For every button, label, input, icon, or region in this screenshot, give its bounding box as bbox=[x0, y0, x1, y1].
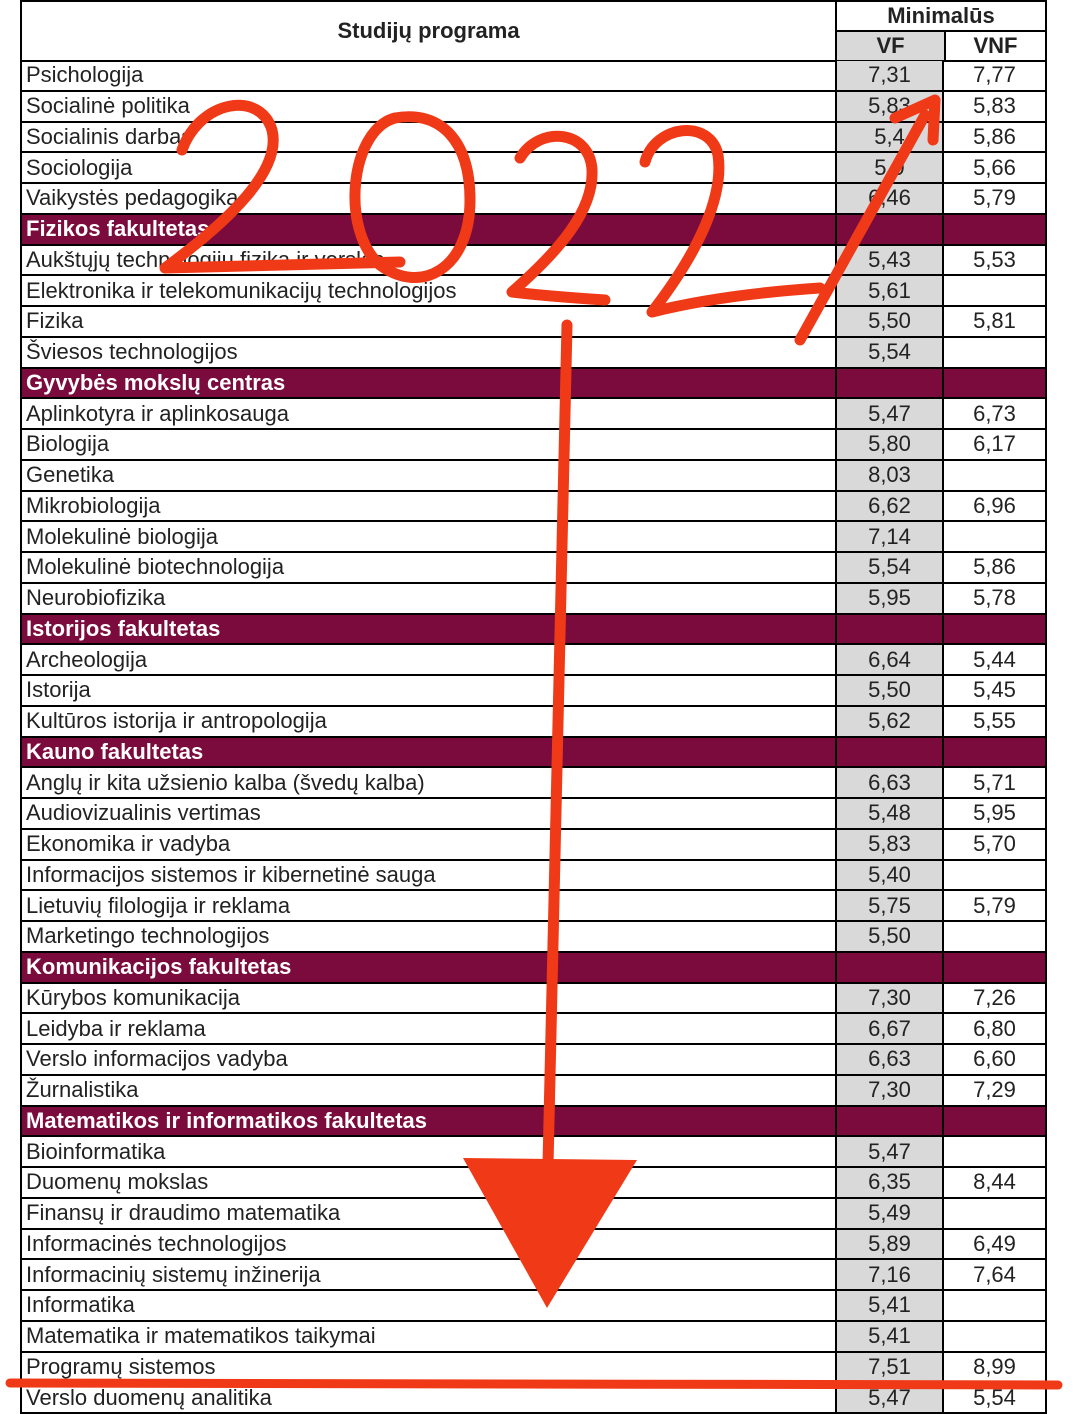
vf-score: 5,49 bbox=[835, 1199, 944, 1228]
program-name: Audiovizualinis vertimas bbox=[20, 799, 835, 828]
vf-score bbox=[835, 369, 944, 398]
vnf-score: 7,77 bbox=[944, 61, 1047, 90]
vf-score: 5,80 bbox=[835, 430, 944, 459]
program-name: Aplinkotyra ir aplinkosauga bbox=[20, 399, 835, 428]
vf-score: 7,30 bbox=[835, 1076, 944, 1105]
faculty-header-row bbox=[20, 369, 1047, 400]
program-name: Kūrybos komunikacija bbox=[20, 984, 835, 1013]
vf-score: 5,75 bbox=[835, 891, 944, 920]
vnf-score: 5,45 bbox=[944, 676, 1047, 705]
vf-score: 5,47 bbox=[835, 1383, 944, 1412]
vnf-score: 6,73 bbox=[944, 399, 1047, 428]
vnf-score: 5,44 bbox=[944, 645, 1047, 674]
vnf-score: 5,71 bbox=[944, 768, 1047, 797]
table-row bbox=[20, 399, 1047, 430]
program-name: Ekonomika ir vadyba bbox=[20, 830, 835, 859]
vnf-score bbox=[944, 461, 1047, 490]
vnf-score: 8,44 bbox=[944, 1168, 1047, 1197]
program-name: Lietuvių filologija ir reklama bbox=[20, 891, 835, 920]
table-row bbox=[20, 645, 1047, 676]
program-name: Fizika bbox=[20, 307, 835, 336]
vnf-score: 5,81 bbox=[944, 307, 1047, 336]
program-name: Žurnalistika bbox=[20, 1076, 835, 1105]
program-name: Biologija bbox=[20, 430, 835, 459]
table-row bbox=[20, 676, 1047, 707]
vnf-score: 5,95 bbox=[944, 799, 1047, 828]
table-row bbox=[20, 1076, 1047, 1107]
vf-score: 5,47 bbox=[835, 399, 944, 428]
faculty-header-row bbox=[20, 615, 1047, 646]
vf-score bbox=[835, 615, 944, 644]
vf-score: 7,14 bbox=[835, 522, 944, 551]
program-name: Šviesos technologijos bbox=[20, 338, 835, 367]
program-name: Istorija bbox=[20, 676, 835, 705]
faculty-header-row bbox=[20, 953, 1047, 984]
program-name: Bioinformatika bbox=[20, 1137, 835, 1166]
vf-score: 7,16 bbox=[835, 1260, 944, 1289]
table-row bbox=[20, 276, 1047, 307]
vnf-column-header: VNF bbox=[944, 30, 1047, 62]
table-row bbox=[20, 1199, 1047, 1230]
program-name: Informacinės technologijos bbox=[20, 1230, 835, 1259]
table-row bbox=[20, 1045, 1047, 1076]
program-name: Kultūros istorija ir antropologija bbox=[20, 707, 835, 736]
program-name: Duomenų mokslas bbox=[20, 1168, 835, 1197]
vnf-score: 5,55 bbox=[944, 707, 1047, 736]
vf-score: 5,43 bbox=[835, 246, 944, 275]
vnf-score: 5,53 bbox=[944, 246, 1047, 275]
table-row bbox=[20, 1168, 1047, 1199]
table-row bbox=[20, 707, 1047, 738]
table-row bbox=[20, 307, 1047, 338]
vnf-score: 7,26 bbox=[944, 984, 1047, 1013]
vf-score: 5,61 bbox=[835, 276, 944, 305]
vnf-score bbox=[944, 1199, 1047, 1228]
vnf-score: 6,17 bbox=[944, 430, 1047, 459]
table-row bbox=[20, 338, 1047, 369]
vnf-score: 5,86 bbox=[944, 553, 1047, 582]
vf-score: 6,62 bbox=[835, 492, 944, 521]
vnf-score: 6,49 bbox=[944, 1230, 1047, 1259]
vf-score: 7,51 bbox=[835, 1353, 944, 1382]
vnf-score: 5,79 bbox=[944, 184, 1047, 213]
program-name: Psichologija bbox=[20, 61, 835, 90]
vf-score: 5,89 bbox=[835, 1230, 944, 1259]
vnf-score bbox=[944, 861, 1047, 890]
vf-score: 5,83 bbox=[835, 92, 944, 121]
table-row bbox=[20, 861, 1047, 892]
vf-score: 6,64 bbox=[835, 645, 944, 674]
faculty-header-row bbox=[20, 1107, 1047, 1138]
program-name: Mikrobiologija bbox=[20, 492, 835, 521]
faculty-name: Matematikos ir informatikos fakultetas bbox=[20, 1107, 835, 1136]
table-row bbox=[20, 430, 1047, 461]
vf-score: 5,41 bbox=[835, 1322, 944, 1351]
table-row bbox=[20, 768, 1047, 799]
vf-score: 6,46 bbox=[835, 184, 944, 213]
table-row bbox=[20, 246, 1047, 277]
program-name: Genetika bbox=[20, 461, 835, 490]
vf-score: 5,54 bbox=[835, 338, 944, 367]
program-name: Molekulinė biologija bbox=[20, 522, 835, 551]
vf-score: 5,54 bbox=[835, 553, 944, 582]
table-row bbox=[20, 984, 1047, 1015]
table-row bbox=[20, 922, 1047, 953]
table-row bbox=[20, 1322, 1047, 1353]
vnf-score bbox=[944, 215, 1047, 244]
table-body bbox=[20, 61, 1047, 1414]
program-name: Socialinė politika bbox=[20, 92, 835, 121]
faculty-name: Istorijos fakultetas bbox=[20, 615, 835, 644]
table-row bbox=[20, 1260, 1047, 1291]
vnf-score: 6,60 bbox=[944, 1045, 1047, 1074]
faculty-name: Kauno fakultetas bbox=[20, 738, 835, 767]
vf-score bbox=[835, 953, 944, 982]
faculty-name: Fizikos fakultetas bbox=[20, 215, 835, 244]
faculty-header-row bbox=[20, 215, 1047, 246]
table-row bbox=[20, 1014, 1047, 1045]
table-row bbox=[20, 153, 1047, 184]
program-name: Neurobiofizika bbox=[20, 584, 835, 613]
vf-score: 5,83 bbox=[835, 830, 944, 859]
table-row bbox=[20, 1291, 1047, 1322]
table-row bbox=[20, 92, 1047, 123]
vf-score: 5,50 bbox=[835, 676, 944, 705]
vf-score: 5,41 bbox=[835, 1291, 944, 1320]
table-row bbox=[20, 553, 1047, 584]
program-name: Matematika ir matematikos taikymai bbox=[20, 1322, 835, 1351]
vf-score: 5,48 bbox=[835, 799, 944, 828]
vnf-score: 6,80 bbox=[944, 1014, 1047, 1043]
vnf-score bbox=[944, 738, 1047, 767]
table-row bbox=[20, 522, 1047, 553]
vnf-score: 5,54 bbox=[944, 1383, 1047, 1412]
program-name: Verslo informacijos vadyba bbox=[20, 1045, 835, 1074]
vnf-score bbox=[944, 1322, 1047, 1351]
table-row bbox=[20, 1137, 1047, 1168]
vf-score: 7,30 bbox=[835, 984, 944, 1013]
vf-score: 6,63 bbox=[835, 1045, 944, 1074]
vf-score: 5,50 bbox=[835, 307, 944, 336]
table-row bbox=[20, 61, 1047, 92]
vf-score: 5,95 bbox=[835, 584, 944, 613]
vnf-score: 7,64 bbox=[944, 1260, 1047, 1289]
vnf-score: 7,29 bbox=[944, 1076, 1047, 1105]
vf-score: 5,47 bbox=[835, 1137, 944, 1166]
vf-score: 6,67 bbox=[835, 1014, 944, 1043]
table-row bbox=[20, 891, 1047, 922]
table-row bbox=[20, 584, 1047, 615]
vf-score: 5,40 bbox=[835, 861, 944, 890]
table-row bbox=[20, 461, 1047, 492]
table-row bbox=[20, 184, 1047, 215]
vnf-score bbox=[944, 1137, 1047, 1166]
vf-score bbox=[835, 1107, 944, 1136]
vnf-score: 5,79 bbox=[944, 891, 1047, 920]
vnf-score: 8,99 bbox=[944, 1353, 1047, 1382]
program-name: Socialinis darbas bbox=[20, 123, 835, 152]
vf-score: 5,62 bbox=[835, 707, 944, 736]
program-name: Molekulinė biotechnologija bbox=[20, 553, 835, 582]
vnf-score bbox=[944, 369, 1047, 398]
table-row bbox=[20, 1230, 1047, 1261]
minimal-scores-header: Minimalūs bbox=[835, 0, 1047, 32]
program-name: Finansų ir draudimo matematika bbox=[20, 1199, 835, 1228]
faculty-name: Komunikacijos fakultetas bbox=[20, 953, 835, 982]
program-name: Elektronika ir telekomunikacijų technologijos bbox=[20, 276, 835, 305]
table-row bbox=[20, 799, 1047, 830]
vnf-score bbox=[944, 953, 1047, 982]
vf-score: 6,63 bbox=[835, 768, 944, 797]
program-name: Aukštųjų technologijų fizika ir verslas bbox=[20, 246, 835, 275]
vf-score: 7,31 bbox=[835, 61, 944, 90]
program-name: Leidyba ir reklama bbox=[20, 1014, 835, 1043]
vnf-score: 5,83 bbox=[944, 92, 1047, 121]
vnf-score: 5,66 bbox=[944, 153, 1047, 182]
vnf-score bbox=[944, 615, 1047, 644]
faculty-header-row bbox=[20, 738, 1047, 769]
vnf-score bbox=[944, 1291, 1047, 1320]
vnf-score: 6,96 bbox=[944, 492, 1047, 521]
program-name: Informatika bbox=[20, 1291, 835, 1320]
table-row bbox=[20, 1383, 1047, 1414]
vf-score: 5,50 bbox=[835, 922, 944, 951]
program-name: Anglų ir kita užsienio kalba (švedų kalba) bbox=[20, 768, 835, 797]
program-name: Sociologija bbox=[20, 153, 835, 182]
program-column-header: Studijų programa bbox=[20, 0, 837, 62]
table-row bbox=[20, 123, 1047, 154]
vnf-score: 5,86 bbox=[944, 123, 1047, 152]
table-row bbox=[20, 492, 1047, 523]
vf-score bbox=[835, 215, 944, 244]
table-row bbox=[20, 830, 1047, 861]
vnf-score bbox=[944, 338, 1047, 367]
vnf-score bbox=[944, 922, 1047, 951]
program-name: Archeologija bbox=[20, 645, 835, 674]
vf-score: 5,9 bbox=[835, 153, 944, 182]
program-name: Programų sistemos bbox=[20, 1353, 835, 1382]
faculty-name: Gyvybės mokslų centras bbox=[20, 369, 835, 398]
vf-column-header: VF bbox=[835, 30, 946, 62]
vf-score: 5,4 bbox=[835, 123, 944, 152]
program-name: Informacijos sistemos ir kibernetinė sauga bbox=[20, 861, 835, 890]
vnf-score: 5,70 bbox=[944, 830, 1047, 859]
vf-score: 6,35 bbox=[835, 1168, 944, 1197]
vnf-score bbox=[944, 1107, 1047, 1136]
vf-score bbox=[835, 738, 944, 767]
vnf-score bbox=[944, 522, 1047, 551]
program-name: Verslo duomenų analitika bbox=[20, 1383, 835, 1412]
vnf-score bbox=[944, 276, 1047, 305]
table-row bbox=[20, 1353, 1047, 1384]
vf-score: 8,03 bbox=[835, 461, 944, 490]
program-name: Marketingo technologijos bbox=[20, 922, 835, 951]
program-name: Vaikystės pedagogika bbox=[20, 184, 835, 213]
program-name: Informacinių sistemų inžinerija bbox=[20, 1260, 835, 1289]
vnf-score: 5,78 bbox=[944, 584, 1047, 613]
